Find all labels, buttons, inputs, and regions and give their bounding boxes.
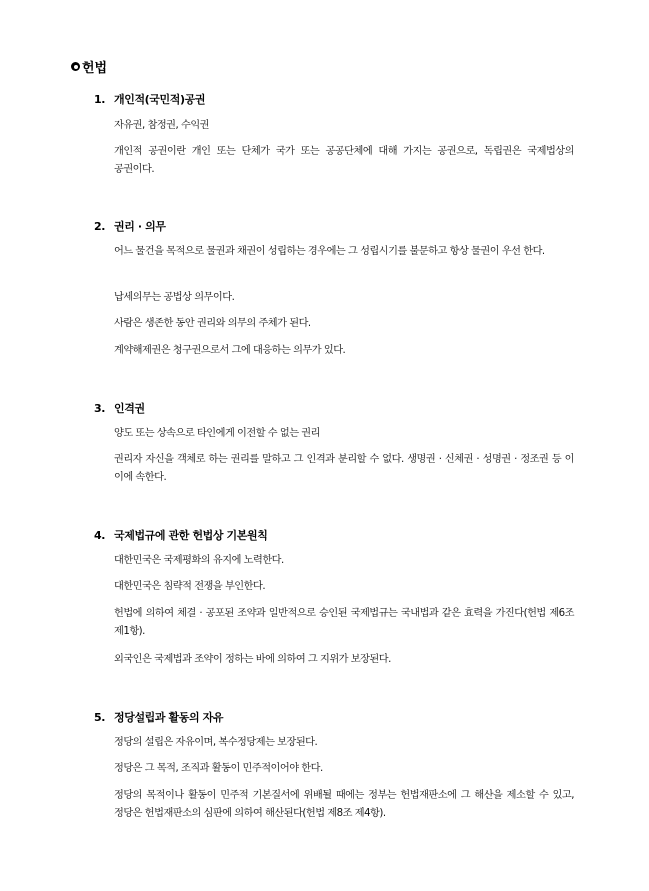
document-title-text: 헌법 [82, 61, 108, 76]
section-2-paragraph-3: 사람은 생존한 동안 권리와 의무의 주체가 된다. [114, 318, 311, 329]
section-3-paragraph-2: 권리자 자신을 객체로 하는 권리를 말하고 그 인격과 분리할 수 없다. 생명권 · 신체권 · 성명권 · 정조권 등 이 이에 속한다. [114, 454, 574, 483]
section-title: 개인적(국민적)공권 [114, 93, 206, 106]
section-number: 2. [94, 220, 106, 233]
section-title: 국제법규에 관한 헌법상 기본원칙 [114, 529, 268, 542]
section-title: 인격권 [114, 402, 145, 415]
section-1-paragraph-1: 자유권, 참정권, 수익권 [114, 120, 210, 131]
section-heading-3 [94, 400, 145, 416]
section-number: 4. [94, 529, 106, 542]
circle-bullet-icon [71, 62, 80, 71]
section-title: 정당설립과 활동의 자유 [114, 711, 224, 724]
section-4-paragraph-1: 대한민국은 국제평화의 유지에 노력한다. [114, 555, 284, 566]
document-title [71, 57, 107, 76]
section-number: 3. [94, 402, 106, 415]
section-number: 1. [94, 93, 106, 106]
section-4-paragraph-4: 외국인은 국제법과 조약이 정하는 바에 의하여 그 지위가 보장된다. [114, 654, 391, 665]
section-2-paragraph-4: 계약해제권은 청구권으로서 그에 대응하는 의무가 있다. [114, 345, 346, 356]
section-5-paragraph-2: 정당은 그 목적, 조직과 활동이 민주적이어야 한다. [114, 763, 323, 774]
section-3-paragraph-1: 양도 또는 상속으로 타인에게 이전할 수 없는 권리 [114, 428, 320, 439]
section-4-paragraph-2: 대한민국은 침략적 전쟁을 부인한다. [114, 581, 266, 592]
section-number: 5. [94, 711, 106, 724]
section-title: 권리 · 의무 [114, 220, 166, 233]
section-heading-1 [94, 91, 205, 107]
section-5-paragraph-1: 정당의 설립은 자유이며, 복수정당제는 보장된다. [114, 737, 318, 748]
section-4-paragraph-3: 헌법에 의하여 체결 · 공포된 조약과 일반적으로 승인된 국제법규는 국내법과 같은 효력을 가진다(헌법 제6조 제1항). [114, 608, 574, 637]
section-heading-4 [94, 527, 267, 543]
section-2-paragraph-1: 어느 물건을 목적으로 물권과 채권이 성립하는 경우에는 그 성립시기를 불문하고 항상 물권이 우선 한다. [114, 246, 545, 257]
section-1-paragraph-2: 개인적 공권이란 개인 또는 단체가 국가 또는 공공단체에 대해 가지는 공권으로, 독립권은 국제법상의 공권이다. [114, 146, 574, 175]
section-heading-5 [94, 709, 223, 725]
section-heading-2 [94, 218, 166, 234]
section-2-paragraph-2: 납세의무는 공법상 의무이다. [114, 292, 235, 303]
section-5-paragraph-3: 정당의 목적이나 활동이 민주적 기본질서에 위배될 때에는 정부는 헌법재판소에 그 해산을 제소할 수 있고, 정당은 헌법재판소의 심판에 의하여 해산된다(헌법 제8조 제4항). [114, 790, 574, 819]
